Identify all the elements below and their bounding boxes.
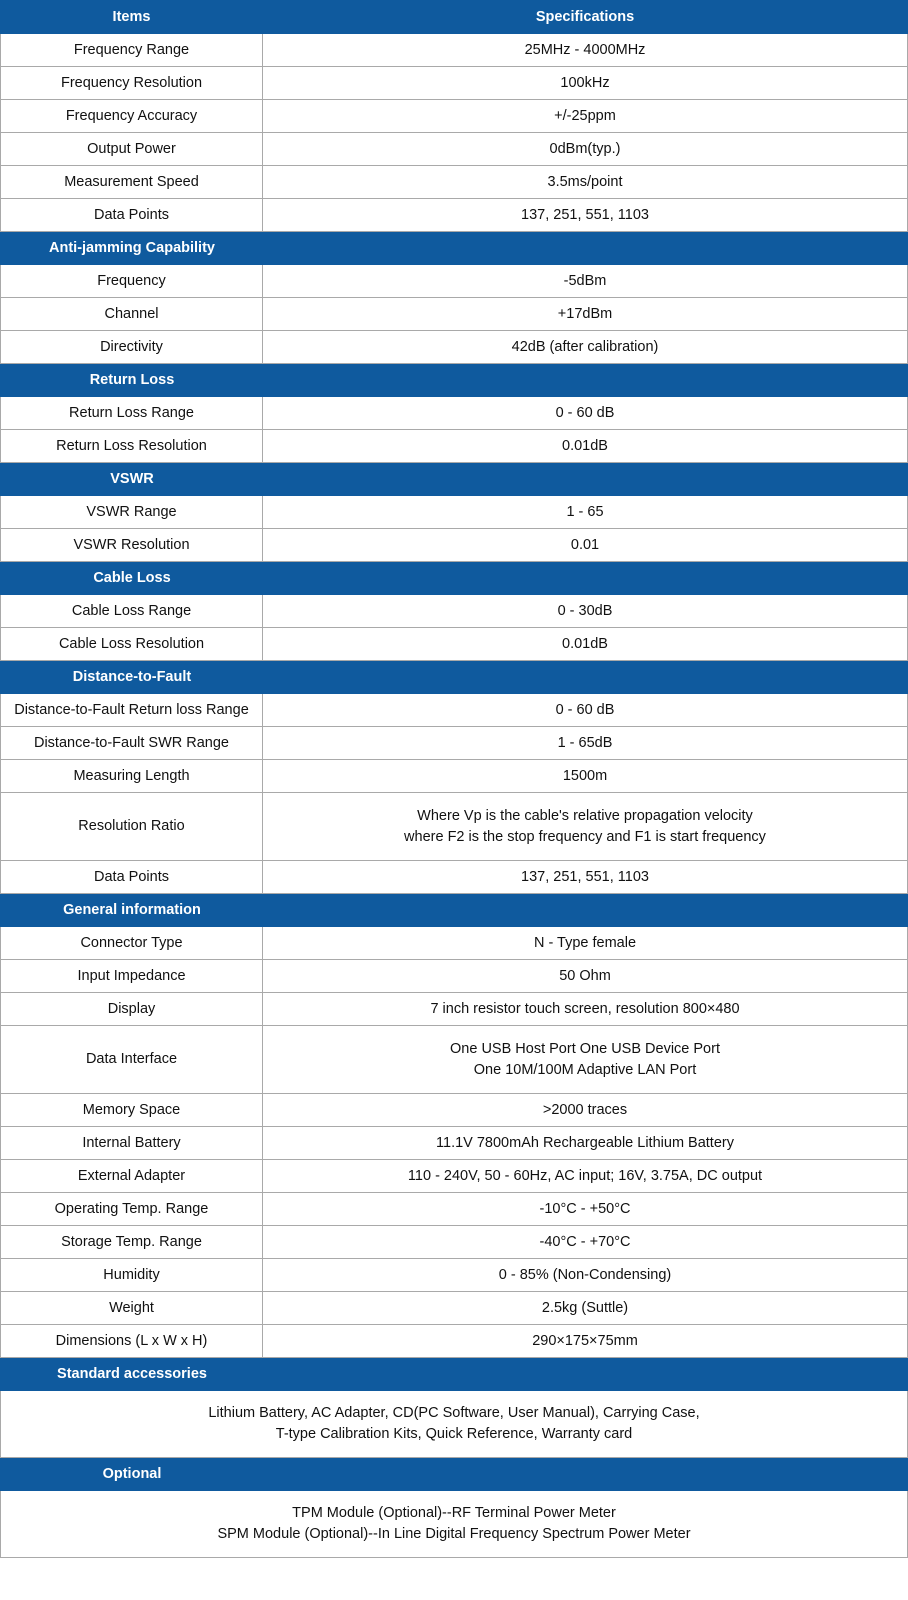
spec-row (1, 1259, 908, 1292)
spec-row (1, 1026, 908, 1094)
spec-line: 100kHz (560, 74, 610, 91)
spec-cell (263, 199, 908, 232)
header-row (1, 1, 908, 34)
section-header-row (1, 894, 908, 927)
spec-cell (263, 331, 908, 364)
spec-line: 110 - 240V, 50 - 60Hz, AC input; 16V, 3.75A, DC output (407, 1167, 763, 1184)
item-cell: Frequency Resolution (1, 67, 263, 100)
header-items: Items (1, 1, 263, 34)
spec-row (1, 595, 908, 628)
spec-cell (263, 34, 908, 67)
spec-row (1, 34, 908, 67)
spec-cell (263, 1026, 908, 1094)
item-cell: Internal Battery (1, 1127, 263, 1160)
full-width-row (1, 1491, 908, 1558)
spec-line: 137, 251, 551, 1103 (521, 868, 649, 885)
spec-row (1, 1193, 908, 1226)
spec-line: 1500m (562, 767, 608, 784)
item-cell: Directivity (1, 331, 263, 364)
spec-line: One USB Host Port One USB Device Port (450, 1040, 720, 1057)
spec-row (1, 100, 908, 133)
section-header-cell (1, 1358, 908, 1391)
spec-cell (263, 1226, 908, 1259)
spec-line: 0.01dB (562, 437, 608, 454)
spec-cell (263, 397, 908, 430)
item-cell: Channel (1, 298, 263, 331)
spec-row (1, 760, 908, 793)
spec-cell (263, 430, 908, 463)
full-width-line: SPM Module (Optional)--In Line Digital Frequency Spectrum Power Meter (217, 1526, 691, 1542)
item-cell: Frequency Accuracy (1, 100, 263, 133)
spec-row (1, 1325, 908, 1358)
item-cell: Measurement Speed (1, 166, 263, 199)
section-header-row (1, 562, 908, 595)
spec-line: +/-25ppm (554, 107, 616, 124)
spec-cell (263, 1325, 908, 1358)
spec-cell (263, 1094, 908, 1127)
item-cell: Measuring Length (1, 760, 263, 793)
spec-row (1, 1094, 908, 1127)
spec-line: 42dB (after calibration) (511, 338, 659, 355)
spec-row (1, 166, 908, 199)
spec-line: where F2 is the stop frequency and F1 is start frequency (404, 828, 766, 845)
spec-line: -5dBm (563, 272, 607, 289)
item-cell: Data Interface (1, 1026, 263, 1094)
section-header-cell (1, 1458, 908, 1491)
spec-line: 3.5ms/point (547, 173, 623, 190)
spec-row (1, 628, 908, 661)
spec-row (1, 298, 908, 331)
spec-line: 290×175×75mm (532, 1332, 638, 1349)
spec-line: +17dBm (557, 305, 613, 322)
spec-cell (263, 694, 908, 727)
spec-cell (263, 265, 908, 298)
item-cell: Humidity (1, 1259, 263, 1292)
spec-row (1, 496, 908, 529)
header-specifications: Specifications (263, 1, 908, 34)
spec-line: 2.5kg (Suttle) (541, 1299, 629, 1316)
spec-line: 11.1V 7800mAh Rechargeable Lithium Battery (436, 1134, 734, 1151)
section-header-cell (1, 364, 908, 397)
item-cell: Output Power (1, 133, 263, 166)
spec-line: 0 - 60 dB (555, 404, 615, 421)
item-cell: Distance-to-Fault Return loss Range (1, 694, 263, 727)
section-title: VSWR (110, 470, 154, 487)
spec-cell (263, 166, 908, 199)
spec-cell (263, 133, 908, 166)
spec-row (1, 529, 908, 562)
full-width-row (1, 1391, 908, 1458)
item-cell: Return Loss Range (1, 397, 263, 430)
spec-cell (263, 1259, 908, 1292)
item-cell: Distance-to-Fault SWR Range (1, 727, 263, 760)
spec-row (1, 793, 908, 861)
spec-row (1, 265, 908, 298)
spec-line: 0dBm(typ.) (549, 140, 621, 157)
spec-line: >2000 traces (542, 1101, 628, 1118)
spec-cell (263, 100, 908, 133)
section-header-cell (1, 894, 908, 927)
item-cell: Connector Type (1, 927, 263, 960)
item-cell: Frequency (1, 265, 263, 298)
spec-cell (263, 529, 908, 562)
spec-row (1, 1127, 908, 1160)
section-header-row (1, 661, 908, 694)
spec-row (1, 1292, 908, 1325)
item-cell: Data Points (1, 199, 263, 232)
spec-line: 7 inch resistor touch screen, resolution 800×480 (430, 1000, 740, 1017)
spec-row (1, 727, 908, 760)
spec-line: 137, 251, 551, 1103 (521, 206, 649, 223)
item-cell: Return Loss Resolution (1, 430, 263, 463)
item-cell: Operating Temp. Range (1, 1193, 263, 1226)
spec-line: -40°C - +70°C (539, 1233, 631, 1250)
item-cell: Data Points (1, 861, 263, 894)
spec-line: 1 - 65dB (557, 734, 613, 751)
spec-row (1, 199, 908, 232)
spec-line: 0 - 60 dB (555, 701, 615, 718)
spec-cell (263, 760, 908, 793)
spec-cell (263, 496, 908, 529)
spec-cell (263, 298, 908, 331)
item-cell: VSWR Range (1, 496, 263, 529)
section-header-row (1, 1358, 908, 1391)
item-cell: Input Impedance (1, 960, 263, 993)
spec-row (1, 67, 908, 100)
section-header-cell (1, 661, 908, 694)
spec-row (1, 397, 908, 430)
section-title: Optional (102, 1465, 162, 1482)
spec-row (1, 694, 908, 727)
section-header-row (1, 1458, 908, 1491)
spec-cell (263, 1160, 908, 1193)
section-header-cell (1, 463, 908, 496)
section-title: Distance-to-Fault (72, 668, 192, 685)
section-header-cell (1, 232, 908, 265)
spec-row (1, 1160, 908, 1193)
full-width-line: Lithium Battery, AC Adapter, CD(PC Software, User Manual), Carrying Case, (208, 1405, 700, 1421)
item-cell: Weight (1, 1292, 263, 1325)
spec-cell (263, 793, 908, 861)
full-width-line: T-type Calibration Kits, Quick Reference, Warranty card (275, 1426, 633, 1442)
item-cell: Display (1, 993, 263, 1026)
spec-line: 1 - 65 (566, 503, 604, 520)
item-cell: VSWR Resolution (1, 529, 263, 562)
item-cell: Cable Loss Range (1, 595, 263, 628)
section-header-row (1, 232, 908, 265)
spec-row (1, 1226, 908, 1259)
item-cell: Frequency Range (1, 34, 263, 67)
section-title: Anti-jamming Capability (49, 239, 215, 256)
item-cell: Storage Temp. Range (1, 1226, 263, 1259)
spec-row (1, 430, 908, 463)
spec-line: 0 - 30dB (557, 602, 613, 619)
spec-cell (263, 727, 908, 760)
full-width-line: TPM Module (Optional)--RF Terminal Power Meter (292, 1505, 616, 1521)
section-title: Cable Loss (93, 569, 171, 586)
spec-cell (263, 960, 908, 993)
item-cell: Memory Space (1, 1094, 263, 1127)
item-cell: External Adapter (1, 1160, 263, 1193)
section-title: Return Loss (89, 371, 175, 388)
spec-cell (263, 1193, 908, 1226)
spec-cell (263, 67, 908, 100)
item-cell: Resolution Ratio (1, 793, 263, 861)
spec-cell (263, 927, 908, 960)
full-width-cell (1, 1491, 908, 1558)
spec-row (1, 927, 908, 960)
spec-line: Where Vp is the cable's relative propagation velocity (417, 807, 753, 824)
spec-line: N - Type female (533, 934, 637, 951)
section-header-row (1, 463, 908, 496)
spec-cell (263, 628, 908, 661)
spec-line: 0.01dB (562, 635, 608, 652)
spec-cell (263, 1292, 908, 1325)
full-width-cell (1, 1391, 908, 1458)
spec-row (1, 133, 908, 166)
section-header-cell (1, 562, 908, 595)
spec-line: 0.01 (570, 536, 600, 553)
spec-row (1, 331, 908, 364)
item-cell: Dimensions (L x W x H) (1, 1325, 263, 1358)
section-title: General information (63, 901, 201, 918)
spec-body (1, 34, 908, 1558)
spec-line: -10°C - +50°C (539, 1200, 631, 1217)
spec-row (1, 960, 908, 993)
spec-line: 0 - 85% (Non-Condensing) (498, 1266, 672, 1283)
item-cell: Cable Loss Resolution (1, 628, 263, 661)
section-header-row (1, 364, 908, 397)
spec-cell (263, 993, 908, 1026)
spec-line: 50 Ohm (559, 967, 611, 984)
spec-row (1, 993, 908, 1026)
spec-cell (263, 595, 908, 628)
section-title: Standard accessories (57, 1365, 207, 1382)
spec-line: 25MHz - 4000MHz (524, 41, 646, 58)
spec-cell (263, 861, 908, 894)
spec-line: One 10M/100M Adaptive LAN Port (473, 1061, 697, 1078)
spec-cell (263, 1127, 908, 1160)
spec-row (1, 861, 908, 894)
